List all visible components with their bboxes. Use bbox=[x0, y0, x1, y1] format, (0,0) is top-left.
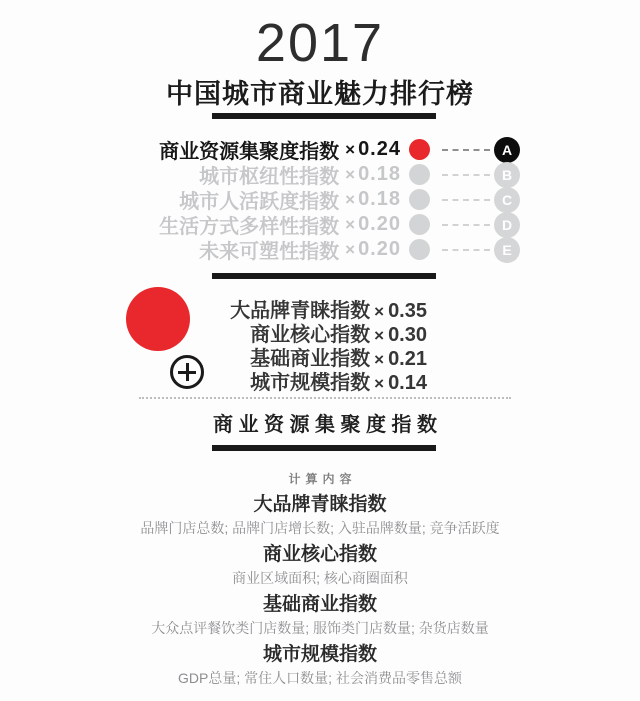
calc-group-title: 基础商业指数 bbox=[262, 594, 377, 615]
multiply-sign: × bbox=[345, 189, 356, 209]
dash-connector-icon bbox=[442, 224, 490, 226]
multiply-sign: × bbox=[345, 239, 356, 259]
weight-row-commercial-resources bbox=[0, 137, 520, 162]
calc-group-basic-commerce bbox=[0, 592, 640, 639]
calc-group-city-scale bbox=[0, 642, 640, 689]
dash-connector-icon bbox=[442, 249, 490, 251]
letter-badge: C bbox=[494, 187, 520, 213]
weight-row-city-people-activity bbox=[0, 187, 520, 212]
gray-dot-icon bbox=[409, 214, 430, 235]
page-title: 中国城市商业魅力排行榜 bbox=[166, 79, 474, 109]
weight-value: 0.18 bbox=[358, 163, 401, 185]
calc-group-items: 品牌门店总数; 品牌门店增长数; 入驻品牌数量; 竞争活跃度 bbox=[140, 520, 500, 536]
dotted-divider bbox=[139, 397, 511, 399]
gray-dot-icon bbox=[409, 189, 430, 210]
dash-connector-icon bbox=[442, 149, 490, 151]
sub-index-value: 0.30 bbox=[388, 324, 427, 346]
weight-row-city-hub bbox=[0, 162, 520, 187]
multiply-sign: × bbox=[345, 139, 356, 159]
dash-connector-icon bbox=[442, 199, 490, 201]
sub-index-row-city-scale bbox=[230, 371, 427, 395]
calc-group-items: GDP总量; 常住人口数量; 社会消费品零售总额 bbox=[178, 670, 462, 686]
calc-group-title: 城市规模指数 bbox=[262, 644, 377, 665]
multiply-sign: × bbox=[374, 350, 385, 369]
multiply-sign: × bbox=[374, 374, 385, 393]
letter-badge: E bbox=[494, 237, 520, 263]
sub-index-row-basic-commerce bbox=[230, 347, 427, 371]
sub-index-value: 0.35 bbox=[388, 300, 427, 322]
section-divider bbox=[212, 445, 436, 451]
red-dot-icon bbox=[409, 139, 430, 160]
sub-index-label: 基础商业指数 bbox=[250, 348, 371, 370]
weight-row-future-plasticity bbox=[0, 237, 520, 262]
multiply-sign: × bbox=[345, 214, 356, 234]
calc-group-items: 商业区域面积; 核心商圈面积 bbox=[232, 570, 408, 586]
calculation-content-label: 计算内容 bbox=[288, 472, 357, 486]
calc-group-title: 大品牌青睐指数 bbox=[253, 494, 387, 515]
calc-group-items: 大众点评餐饮类门店数量; 服饰类门店数量; 杂货店数量 bbox=[151, 620, 489, 636]
weight-value: 0.18 bbox=[358, 188, 401, 210]
red-circle-icon bbox=[126, 287, 190, 351]
dash-connector-icon bbox=[442, 174, 490, 176]
weight-label: 城市枢纽性指数 bbox=[199, 166, 340, 188]
multiply-sign: × bbox=[374, 326, 385, 345]
calc-group-big-brand bbox=[0, 492, 640, 539]
year-text: 2017 bbox=[255, 13, 385, 73]
weight-label: 未来可塑性指数 bbox=[199, 241, 340, 263]
sub-index-label: 城市规模指数 bbox=[250, 372, 371, 394]
section-divider bbox=[212, 273, 436, 279]
weight-row-lifestyle-diversity bbox=[0, 212, 520, 237]
sub-index-label: 大品牌青睐指数 bbox=[230, 300, 371, 322]
gray-dot-icon bbox=[409, 164, 430, 185]
letter-badge: D bbox=[494, 212, 520, 238]
weight-label: 城市人活跃度指数 bbox=[179, 191, 340, 213]
sub-index-value: 0.21 bbox=[388, 348, 427, 370]
plus-icon bbox=[170, 355, 204, 389]
weight-value: 0.24 bbox=[358, 138, 401, 160]
sub-index-label: 商业核心指数 bbox=[250, 324, 371, 346]
sub-index-row-commercial-core bbox=[230, 323, 427, 347]
multiply-sign: × bbox=[345, 164, 356, 184]
letter-badge: B bbox=[494, 162, 520, 188]
gray-dot-icon bbox=[409, 239, 430, 260]
weight-value: 0.20 bbox=[358, 213, 401, 235]
sub-index-row-big-brand bbox=[230, 299, 427, 323]
sub-index-list bbox=[230, 299, 427, 395]
weighted-index-list bbox=[0, 137, 640, 262]
calc-group-title: 商业核心指数 bbox=[262, 544, 377, 565]
multiply-sign: × bbox=[374, 302, 385, 321]
calc-group-commercial-core bbox=[0, 542, 640, 589]
weight-label: 生活方式多样性指数 bbox=[159, 216, 340, 238]
weight-label: 商业资源集聚度指数 bbox=[159, 141, 340, 163]
result-index-title: 商业资源集聚度指数 bbox=[213, 414, 443, 436]
calculation-groups bbox=[0, 492, 640, 692]
sub-index-value: 0.14 bbox=[388, 372, 427, 394]
title-divider bbox=[212, 113, 436, 119]
weight-value: 0.20 bbox=[358, 238, 401, 260]
letter-badge: A bbox=[494, 137, 520, 163]
